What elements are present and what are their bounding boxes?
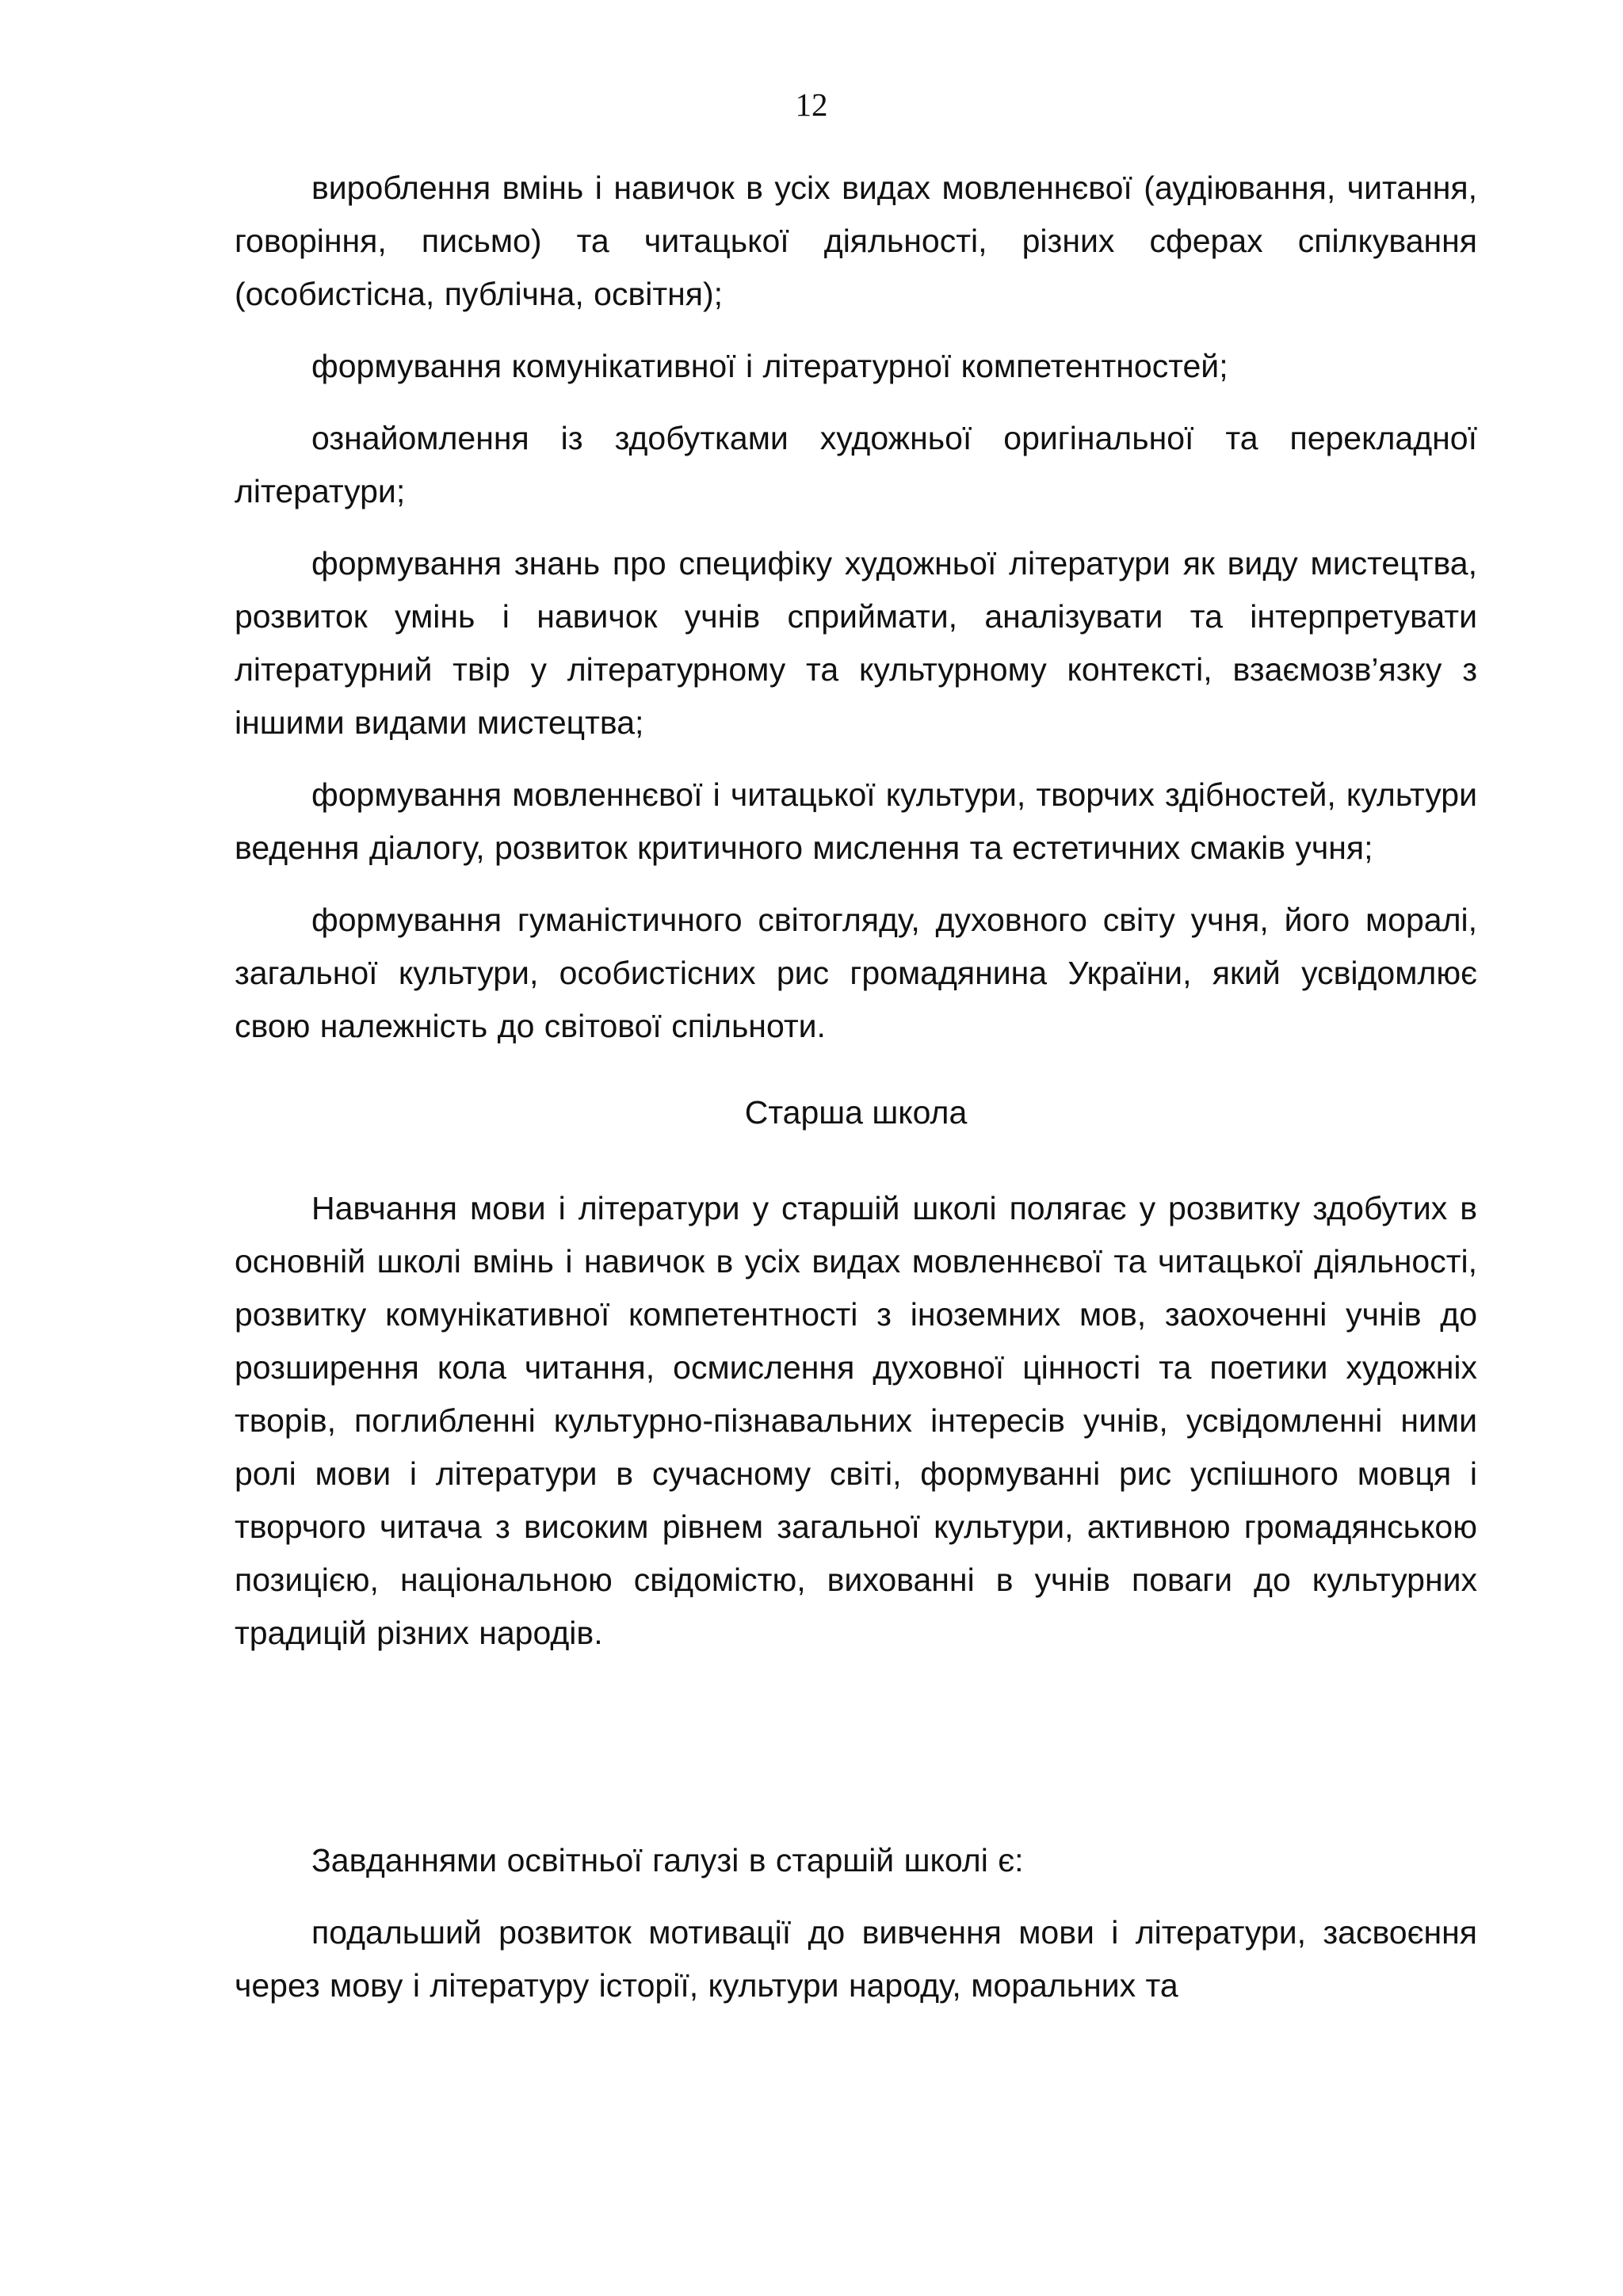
body-paragraph: Навчання мови і літератури у старшій школі полягає у розвитку здобутих в основній школі вмінь і навичок в усіх видах мовленнєвої та читацької діяльності, розвитку комунікативної компетентності з іноземних мов, заохоченні учнів до розширення кола читання, осмислення духовної цінності та поетики художніх творів, поглибленні культурно-пізнавальних інтересів учнів, усвідомленні ними ролі мови і літератури в сучасному світі, формуванні рис успішного мовця і творчого читача з високим рівнем загальної культури, активною громадянською позицією, національною свідомістю, вихованні в учнів поваги до культурних традицій різних народів. bbox=[235, 1190, 1477, 1651]
body-paragraph: Завданнями освітньої галузі в старшій школі є: bbox=[311, 1842, 1024, 1878]
page-number: 12 bbox=[795, 86, 828, 123]
body-paragraph: формування знань про специфіку художньої літератури як виду мистецтва, розвиток умінь і навичок учнів сприймати, аналізувати та інтерпретувати літературний твір у літературному та культурному контексті, взаємозв’язку з іншими видами мистецтва; bbox=[235, 545, 1477, 741]
body-paragraph: вироблення вмінь і навичок в усіх видах мовленнєвої (аудіювання, читання, говоріння, письмо) та читацької діяльності, різних сферах спілкування (особистісна, публічна, освітня); bbox=[235, 170, 1477, 312]
body-paragraph: формування гуманістичного світогляду, духовного світу учня, його моралі, загальної культури, особистісних рис громадянина України, який усвідомлює свою належність до світової спільноти. bbox=[235, 902, 1477, 1044]
blank-space bbox=[235, 1679, 1477, 1834]
body-paragraph: формування мовленнєвої і читацької культури, творчих здібностей, культури ведення діалогу, розвиток критичного мислення та естетичних смаків учня; bbox=[235, 776, 1477, 866]
body-paragraph: подальший розвиток мотивації до вивчення мови і літератури, засвоєння через мову і літературу історії, культури народу, моральних та bbox=[235, 1914, 1477, 2004]
section-heading: Старша школа bbox=[744, 1094, 968, 1131]
document-body bbox=[235, 162, 1477, 2031]
body-paragraph: ознайомлення із здобутками художньої оригінальної та перекладної літератури; bbox=[235, 420, 1477, 509]
body-paragraph: формування комунікативної і літературної компетентностей; bbox=[311, 348, 1228, 384]
